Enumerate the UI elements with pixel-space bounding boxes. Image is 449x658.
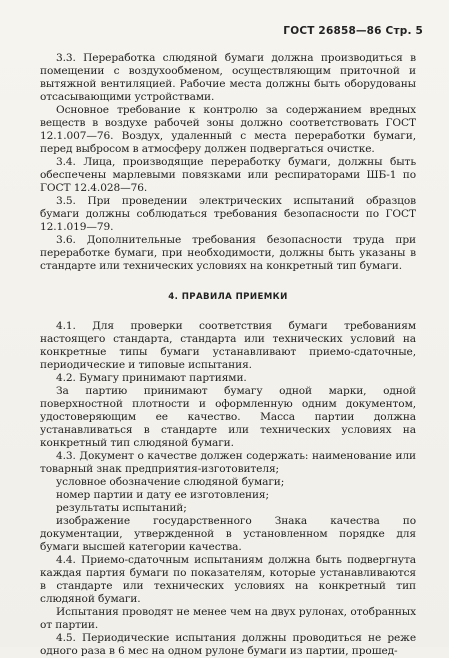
paragraph-3-5: 3.5. При проведении электрических испытаний образцов бумаги должны соблюдаться требования безопасности по ГОСТ 12.1.019—79. xyxy=(40,195,416,233)
paragraph-3-6: 3.6. Дополнительные требования безопасности труда при переработке бумаги, при необходимости, должны быть указаны в стандарте или технических условиях на конкретный тип бумаги. xyxy=(40,234,416,272)
paragraph-3-4: 3.4. Лица, производящие переработку бумаги, должны быть обеспечены марлевыми повязками или респираторами ШБ-1 по ГОСТ 12.4.028—76. xyxy=(40,156,416,194)
paragraph-4-4-tests: Испытания проводят не менее чем на двух рулонах, отобранных от партии. xyxy=(40,606,416,631)
list-item: результаты испытаний; xyxy=(56,502,187,514)
acceptance-section xyxy=(40,320,416,658)
paragraph-4-5: 4.5. Периодические испытания должны проводиться не реже одного раза в 6 мес на одном рулоне бумаги из партии, прошед- xyxy=(40,632,416,657)
list-item: условное обозначение слюдяной бумаги; xyxy=(56,476,285,488)
paragraph-4-4: 4.4. Приемо-сдаточным испытаниям должна быть подвергнута каждая партия бумаги по показателям, которые устанавливаются в стандарте или технических условиях на конкретный тип слюдяной бумаги. xyxy=(40,554,416,605)
running-header: ГОСТ 26858—86 Стр. 5 xyxy=(283,25,423,37)
safety-section xyxy=(40,52,416,273)
section-heading: 4. ПРАВИЛА ПРИЕМКИ xyxy=(168,292,288,302)
paragraph-4-2-batch: За партию принимают бумагу одной марки, одной поверхностной плотности и оформленную одним документом, удостоверяющим ее качество. Масса партии должна устанавливаться в стандарте или технических условиях на конкретный тип слюдяной бумаги. xyxy=(40,385,416,449)
paragraph-4-2: 4.2. Бумагу принимают партиями. xyxy=(56,372,247,384)
paragraph-3-3-air: Основное требование к контролю за содержанием вредных веществ в воздухе рабочей зоны должно соответствовать ГОСТ 12.1.007—76. Воздух, удаленный с места переработки бумаги, перед выбросом в атмосферу должен подвергаться очистке. xyxy=(40,104,416,155)
paragraph-4-3: 4.3. Документ о качестве должен содержать: наименование или товарный знак предприятия-изготовителя; xyxy=(40,450,416,475)
document-body xyxy=(40,52,416,658)
paragraph-3-3: 3.3. Переработка слюдяной бумаги должна производиться в помещении с воздухообменом, осуществляющим приточной и вытяжной вентиляцией. Рабочие места должны быть оборудованы отсасывающими устройствами. xyxy=(40,52,416,103)
paragraph-4-3-mark: изображение государственного Знака качества по документации, утвержденной в установленном порядке для бумаги высшей категории качества. xyxy=(40,515,416,553)
paragraph-4-1: 4.1. Для проверки соответствия бумаги требованиям настоящего стандарта, стандарта или технических условий на конкретные типы бумаги устанавливают приемо-сдаточные, периодические и типовые испытания. xyxy=(40,320,416,371)
list-item: номер партии и дату ее изготовления; xyxy=(56,489,269,501)
